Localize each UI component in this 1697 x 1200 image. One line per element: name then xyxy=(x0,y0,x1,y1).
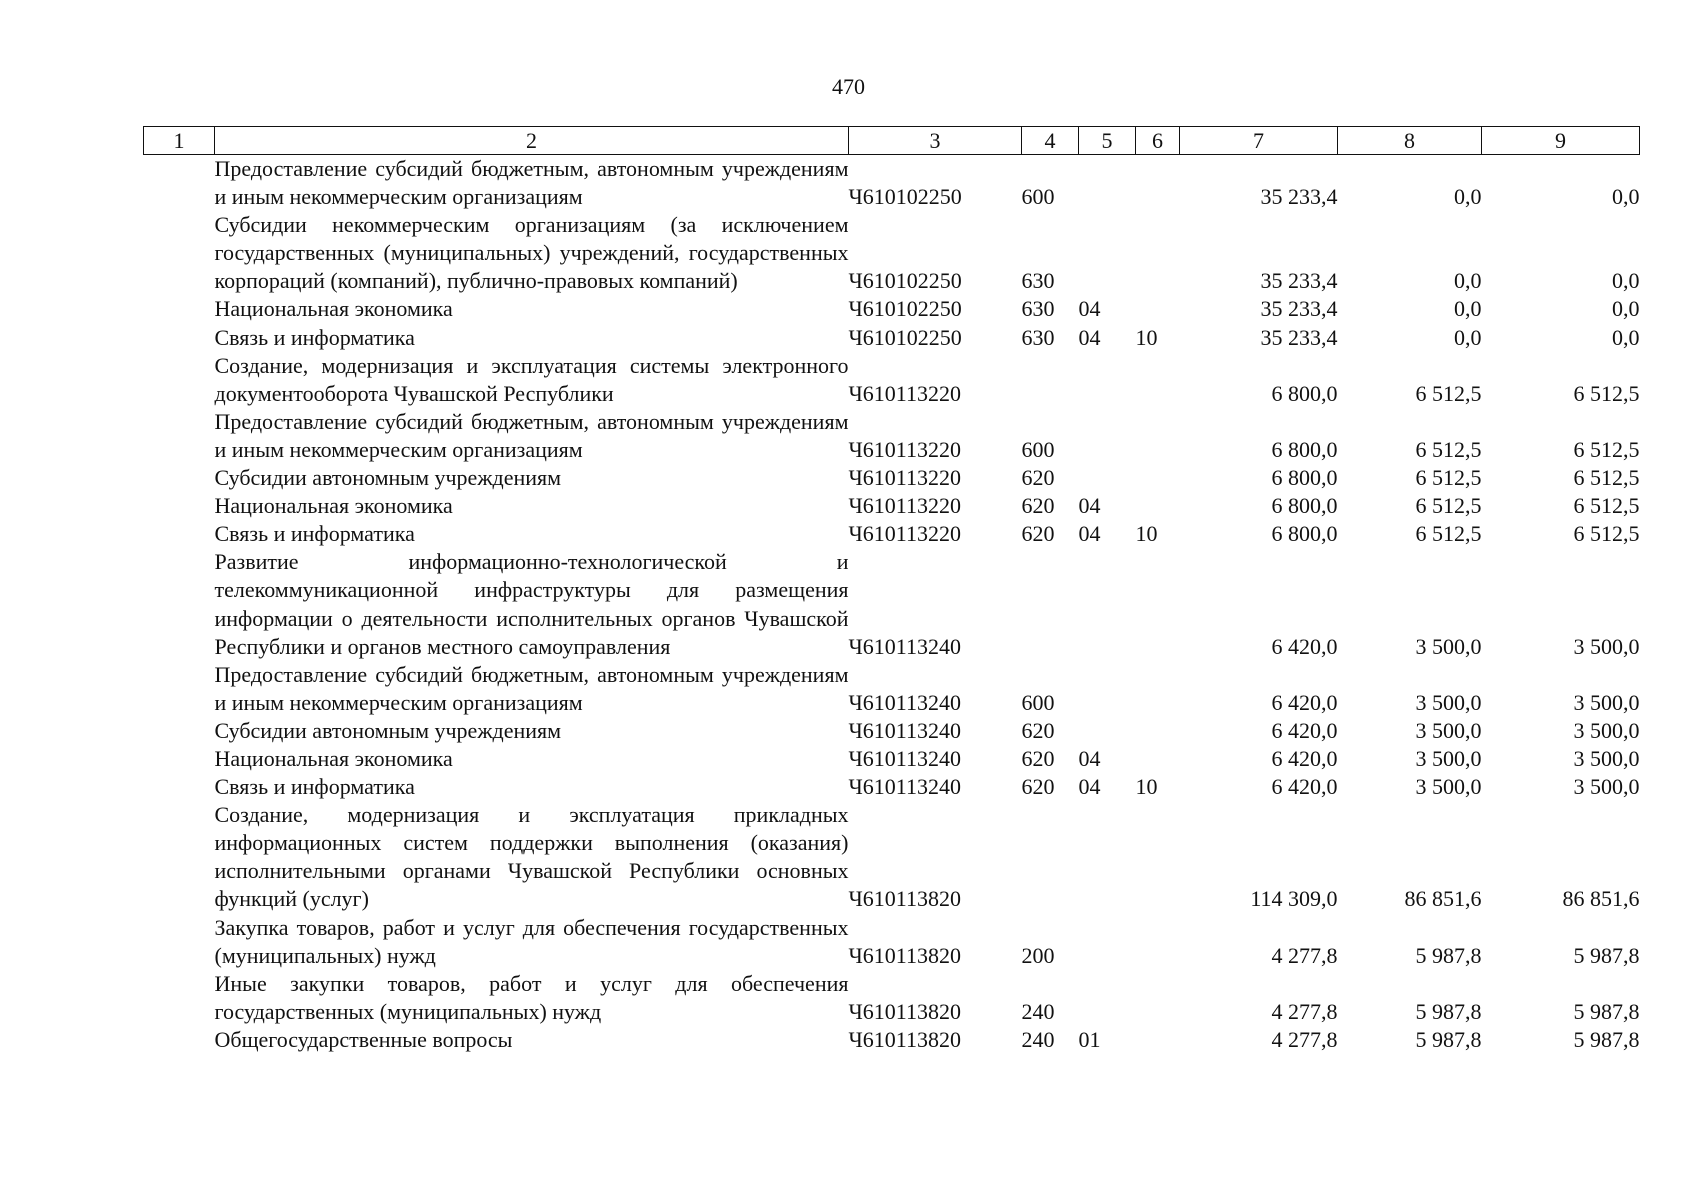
blank xyxy=(144,661,215,717)
row-subsection xyxy=(1136,548,1180,660)
row-value-col9: 5 987,8 xyxy=(1573,998,1640,1024)
row-value-col8: 3 500,0 xyxy=(1415,689,1482,715)
table-header-row xyxy=(144,127,1640,155)
row-target-code: Ч610102250 xyxy=(848,268,962,294)
row-value-col9: 5 987,8 xyxy=(1573,1026,1640,1052)
row-target-code: Ч610113220 xyxy=(848,380,961,406)
table-row xyxy=(144,717,1640,745)
row-subsection xyxy=(1136,155,1180,212)
row-value-col8: 3 500,0 xyxy=(1415,717,1482,743)
row-expense-type: 620 xyxy=(1021,521,1055,547)
row-target-code: Ч610113220 xyxy=(848,521,961,547)
row-expense-type: 240 xyxy=(1021,998,1055,1024)
header-col-4: 4 xyxy=(1022,127,1079,155)
header-col-9: 9 xyxy=(1482,127,1640,155)
row-description: Связь и информатика xyxy=(214,774,415,800)
row-value-col7: 6 800,0 xyxy=(1271,521,1338,547)
row-section: 04 xyxy=(1078,324,1101,350)
row-value-col7: 6 420,0 xyxy=(1271,633,1338,659)
row-description: Связь и информатика xyxy=(214,521,415,547)
table-row xyxy=(144,324,1640,352)
row-value-col8: 3 500,0 xyxy=(1415,774,1482,800)
row-target-code: Ч610113240 xyxy=(848,717,961,743)
header-col-1: 1 xyxy=(144,127,215,155)
blank xyxy=(144,717,215,745)
row-value-col7: 6 420,0 xyxy=(1271,774,1338,800)
row-value-col7: 114 309,0 xyxy=(1250,886,1338,912)
row-description: Национальная экономика xyxy=(214,745,453,771)
row-value-col8: 6 512,5 xyxy=(1415,493,1482,519)
table-row xyxy=(144,295,1640,323)
table-row xyxy=(144,408,1640,464)
row-value-col9: 6 512,5 xyxy=(1573,465,1640,491)
row-subsection xyxy=(1136,408,1180,464)
row-value-col7: 6 800,0 xyxy=(1271,436,1338,462)
row-expense-type xyxy=(1022,801,1079,913)
row-value-col7: 6 420,0 xyxy=(1271,717,1338,743)
table-row xyxy=(144,801,1640,913)
row-value-col7: 35 233,4 xyxy=(1260,268,1338,294)
row-subsection xyxy=(1136,914,1180,970)
row-value-col7: 35 233,4 xyxy=(1260,324,1338,350)
table-row xyxy=(144,211,1640,295)
row-subsection xyxy=(1136,970,1180,1026)
row-value-col7: 4 277,8 xyxy=(1271,1026,1338,1052)
row-expense-type: 620 xyxy=(1021,774,1055,800)
table-row xyxy=(144,1026,1640,1054)
row-section xyxy=(1079,801,1136,913)
table-row xyxy=(144,155,1640,212)
row-section xyxy=(1079,717,1136,745)
blank xyxy=(144,745,215,773)
row-subsection xyxy=(1136,352,1180,408)
blank xyxy=(144,773,215,801)
blank xyxy=(144,324,215,352)
row-value-col8: 6 512,5 xyxy=(1415,436,1482,462)
row-subsection xyxy=(1136,717,1180,745)
row-section: 04 xyxy=(1078,521,1101,547)
row-target-code: Ч610102250 xyxy=(848,296,962,322)
header-col-3: 3 xyxy=(849,127,1022,155)
blank xyxy=(144,548,215,660)
row-value-col9: 6 512,5 xyxy=(1573,493,1640,519)
row-value-col8: 0,0 xyxy=(1454,324,1482,350)
row-expense-type: 620 xyxy=(1021,493,1055,519)
blank xyxy=(144,914,215,970)
row-description: Предоставление субсидий бюджетным, автономным учреждениям и иным некоммерческим организациям xyxy=(214,156,849,210)
row-value-col8: 5 987,8 xyxy=(1415,1026,1482,1052)
row-value-col9: 0,0 xyxy=(1612,296,1640,322)
row-value-col7: 6 800,0 xyxy=(1271,465,1338,491)
table-row xyxy=(144,914,1640,970)
row-target-code: Ч610113220 xyxy=(848,493,961,519)
row-section: 04 xyxy=(1078,493,1101,519)
row-value-col9: 6 512,5 xyxy=(1573,380,1640,406)
row-value-col9: 6 512,5 xyxy=(1573,521,1640,547)
row-section xyxy=(1079,548,1136,660)
budget-table xyxy=(143,126,1640,1054)
row-value-col9: 3 500,0 xyxy=(1573,633,1640,659)
row-expense-type: 630 xyxy=(1021,268,1055,294)
row-expense-type xyxy=(1022,548,1079,660)
row-value-col9: 0,0 xyxy=(1612,324,1640,350)
blank xyxy=(144,408,215,464)
row-value-col8: 0,0 xyxy=(1454,184,1482,210)
row-target-code: Ч610113820 xyxy=(848,1026,961,1052)
row-value-col9: 3 500,0 xyxy=(1573,689,1640,715)
row-section xyxy=(1079,408,1136,464)
row-subsection xyxy=(1136,661,1180,717)
row-value-col8: 0,0 xyxy=(1454,296,1482,322)
row-target-code: Ч610102250 xyxy=(848,324,962,350)
row-subsection xyxy=(1136,1026,1180,1054)
row-description: Закупка товаров, работ и услуг для обеспечения государственных (муниципальных) нужд xyxy=(214,914,849,968)
row-value-col7: 35 233,4 xyxy=(1260,296,1338,322)
blank xyxy=(144,492,215,520)
row-subsection xyxy=(1136,745,1180,773)
blank xyxy=(144,464,215,492)
blank xyxy=(144,155,215,212)
row-expense-type: 600 xyxy=(1021,184,1055,210)
row-target-code: Ч610113220 xyxy=(848,465,961,491)
row-value-col7: 35 233,4 xyxy=(1260,184,1338,210)
page-number: 470 xyxy=(832,74,865,99)
row-value-col9: 5 987,8 xyxy=(1573,942,1640,968)
row-expense-type: 200 xyxy=(1021,942,1055,968)
blank xyxy=(144,1026,215,1054)
table-row xyxy=(144,745,1640,773)
row-value-col7: 6 420,0 xyxy=(1271,689,1338,715)
row-target-code: Ч610113820 xyxy=(848,942,961,968)
row-value-col9: 3 500,0 xyxy=(1573,717,1640,743)
row-description: Национальная экономика xyxy=(214,296,453,322)
row-value-col8: 3 500,0 xyxy=(1415,633,1482,659)
row-value-col9: 3 500,0 xyxy=(1573,745,1640,771)
header-col-7: 7 xyxy=(1180,127,1338,155)
table-row xyxy=(144,492,1640,520)
row-section xyxy=(1079,211,1136,295)
blank xyxy=(144,970,215,1026)
header-col-2: 2 xyxy=(215,127,849,155)
row-subsection xyxy=(1136,464,1180,492)
row-subsection: 10 xyxy=(1135,521,1158,547)
row-description: Субсидии автономным учреждениям xyxy=(214,465,562,491)
row-section xyxy=(1079,914,1136,970)
row-subsection: 10 xyxy=(1135,774,1158,800)
row-description: Создание, модернизация и эксплуатация системы электронного документооборота Чувашской Республики xyxy=(214,352,849,406)
row-section: 01 xyxy=(1078,1026,1101,1052)
row-subsection xyxy=(1136,295,1180,323)
row-target-code: Ч610113820 xyxy=(848,998,961,1024)
table-row xyxy=(144,464,1640,492)
row-section: 04 xyxy=(1078,745,1101,771)
row-expense-type: 630 xyxy=(1021,324,1055,350)
row-target-code: Ч610113240 xyxy=(848,689,961,715)
row-expense-type: 600 xyxy=(1021,436,1055,462)
blank xyxy=(144,211,215,295)
row-expense-type: 620 xyxy=(1021,717,1055,743)
row-description: Субсидии некоммерческим организациям (за исключением государственных (муниципальных) учреждений, государственных корпораций (компаний), публично-правовых компаний) xyxy=(214,212,849,294)
row-description: Развитие информационно-технологической и телекоммуникационной инфраструктуры для размещения информации о деятельности исполнительных органов Чувашской Республики и органов местного самоуправления xyxy=(214,549,849,659)
row-subsection xyxy=(1136,801,1180,913)
row-value-col8: 6 512,5 xyxy=(1415,521,1482,547)
row-expense-type: 620 xyxy=(1021,465,1055,491)
row-description: Предоставление субсидий бюджетным, автономным учреждениям и иным некоммерческим организациям xyxy=(214,661,849,715)
row-value-col7: 6 800,0 xyxy=(1271,380,1338,406)
row-target-code: Ч610113240 xyxy=(848,633,961,659)
row-value-col7: 4 277,8 xyxy=(1271,942,1338,968)
row-value-col8: 3 500,0 xyxy=(1415,745,1482,771)
blank xyxy=(144,295,215,323)
blank xyxy=(144,801,215,913)
row-expense-type: 600 xyxy=(1021,689,1055,715)
row-description: Общегосударственные вопросы xyxy=(214,1026,513,1052)
row-value-col7: 4 277,8 xyxy=(1271,998,1338,1024)
row-section xyxy=(1079,464,1136,492)
row-target-code: Ч610113240 xyxy=(848,774,961,800)
blank xyxy=(144,520,215,548)
row-expense-type: 630 xyxy=(1021,296,1055,322)
row-value-col8: 0,0 xyxy=(1454,268,1482,294)
row-description: Иные закупки товаров, работ и услуг для обеспечения государственных (муниципальных) нужд xyxy=(214,970,849,1024)
row-section xyxy=(1079,970,1136,1026)
row-target-code: Ч610113240 xyxy=(848,745,961,771)
header-col-5: 5 xyxy=(1079,127,1136,155)
row-subsection xyxy=(1136,492,1180,520)
row-value-col8: 5 987,8 xyxy=(1415,998,1482,1024)
table-row xyxy=(144,520,1640,548)
row-value-col7: 6 420,0 xyxy=(1271,745,1338,771)
row-target-code: Ч610113820 xyxy=(848,886,961,912)
blank xyxy=(144,352,215,408)
table-body xyxy=(144,155,1640,1055)
table-row xyxy=(144,773,1640,801)
row-description: Предоставление субсидий бюджетным, автономным учреждениям и иным некоммерческим организациям xyxy=(214,408,849,462)
row-section xyxy=(1079,352,1136,408)
header-col-6: 6 xyxy=(1136,127,1180,155)
row-description: Национальная экономика xyxy=(214,493,453,519)
row-target-code: Ч610113220 xyxy=(848,436,961,462)
row-value-col8: 5 987,8 xyxy=(1415,942,1482,968)
row-value-col8: 86 851,6 xyxy=(1404,886,1482,912)
row-subsection: 10 xyxy=(1135,324,1158,350)
row-expense-type xyxy=(1022,352,1079,408)
row-value-col9: 6 512,5 xyxy=(1573,436,1640,462)
row-value-col8: 6 512,5 xyxy=(1415,465,1482,491)
row-description: Связь и информатика xyxy=(214,324,415,350)
table-row xyxy=(144,352,1640,408)
header-col-8: 8 xyxy=(1338,127,1482,155)
row-value-col9: 0,0 xyxy=(1612,184,1640,210)
row-section xyxy=(1079,661,1136,717)
row-description: Создание, модернизация и эксплуатация прикладных информационных систем поддержки выполнения (оказания) исполнительными органами Чувашской Республики основных функций (услуг) xyxy=(214,802,849,912)
row-value-col9: 86 851,6 xyxy=(1562,886,1640,912)
row-section xyxy=(1079,155,1136,212)
row-expense-type: 240 xyxy=(1021,1026,1055,1052)
row-value-col9: 3 500,0 xyxy=(1573,774,1640,800)
table-row xyxy=(144,548,1640,660)
row-expense-type: 620 xyxy=(1021,745,1055,771)
row-value-col7: 6 800,0 xyxy=(1271,493,1338,519)
row-target-code: Ч610102250 xyxy=(848,184,962,210)
row-subsection xyxy=(1136,211,1180,295)
row-description: Субсидии автономным учреждениям xyxy=(214,717,562,743)
row-value-col8: 6 512,5 xyxy=(1415,380,1482,406)
row-section: 04 xyxy=(1078,774,1101,800)
table-row xyxy=(144,970,1640,1026)
row-section: 04 xyxy=(1078,296,1101,322)
row-value-col9: 0,0 xyxy=(1612,268,1640,294)
table-row xyxy=(144,661,1640,717)
